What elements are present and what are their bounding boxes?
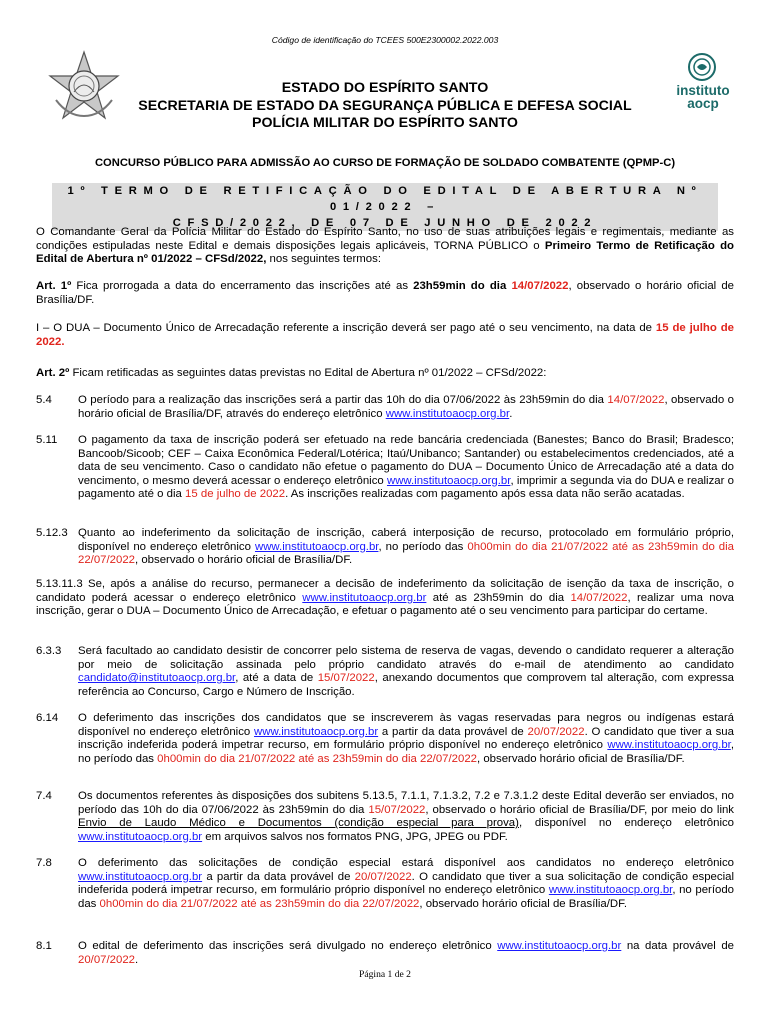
website-link[interactable]: www.institutoaocp.org.br: [385, 407, 510, 420]
item-text-part: , observado horário oficial de Brasília/DF.: [477, 752, 685, 765]
item-text-part: O deferimento das inscrições dos candidatos que se inscreverem às vagas reservadas para negros ou indígenas estará disponível no endereço eletrônico: [78, 712, 734, 738]
art1-text: Fica prorrogada a data do encerramento das inscrições até as: [71, 280, 414, 292]
item-text-part: . O candidato que tiver a sua inscrição indeferida poderá impetrar recurso, em formulário próprio disponível no endereço eletrônico: [78, 725, 734, 752]
dua-text: I – O DUA – Documento Único de Arrecadação referente a inscrição deverá ser pago até o seu vencimento, na data de: [36, 322, 656, 334]
item-text: [78, 712, 734, 766]
website-link[interactable]: www.institutoaocp.org.br: [254, 540, 379, 553]
item-number: 5.13.11.3: [36, 578, 83, 590]
intro-bold: Primeiro Termo de Retificação do Edital de Abertura nº 01/2022 – CFSd/2022,: [36, 239, 735, 266]
item-text: [78, 857, 734, 911]
art1-label: Art. 1º: [36, 280, 72, 292]
concurso-title: CONCURSO PÚBLICO PARA ADMISSÃO AO CURSO DE FORMAÇÃO DE SOLDADO COMBATENTE (QPMP-C): [94, 157, 676, 169]
red-date: 20/07/2022: [78, 953, 136, 966]
red-date: 0h00min do dia 21/07/2022 até as 23h59min do dia 22/07/2022: [157, 752, 477, 765]
item-text: [78, 394, 734, 421]
website-link[interactable]: www.institutoaocp.org.br: [548, 884, 673, 897]
item-text-part: , realizar uma nova inscrição, gerar o DUA – Documento Único de Arrecadação, e efetuar o pagamento até o seu vencimento para participar do certame.: [36, 591, 734, 618]
logo-line1: instituto: [676, 83, 730, 98]
art1-tail: , observado o horário oficial de Brasília/DF.: [36, 280, 734, 306]
website-link[interactable]: www.institutoaocp.org.br: [254, 725, 379, 738]
item-text-part: . O candidato que tiver a sua solicitação de condição especial indeferida poderá impetrar recurso, em formulário próprio disponível no endereço eletrônico: [78, 870, 734, 897]
item-text: [78, 790, 734, 844]
item-text-part: O período para a realização das inscrições será a partir das 10h do dia 07/06/2022 às 23h59min do dia: [78, 394, 608, 406]
intro-text: O Comandante Geral da Polícia Militar do Estado do Espírito Santo, no uso de suas atribuições legais e regimentais, mediante as condições estipuladas neste Edital e demais disposições legais aplicáveis, TORNA PÚBLICO o: [36, 226, 734, 252]
red-date: 14/07/2022: [607, 394, 665, 406]
item-number: 5.4: [36, 394, 52, 406]
item-text-part: Se, após a análise do recurso, permanecer a decisão de indeferimento da solicitação de isenção da taxa de inscrição, o candidato poderá acessar o endereço eletrônico: [36, 578, 734, 604]
item-text: [78, 645, 734, 699]
retification-line1: 1º TERMO DE RETIFICAÇÃO DO EDITAL DE ABERTURA Nº 01/2022 –: [67, 185, 703, 213]
identification-code: Código de identificação do TCEES 500E2300002.2022.003: [271, 35, 499, 45]
retification-title: [52, 183, 718, 231]
item-number: 6.14: [36, 712, 59, 724]
item-text-part: , observado horário oficial de Brasília/DF.: [419, 897, 628, 910]
item-text-part: a partir da data provável de: [378, 725, 528, 738]
art2-paragraph: [36, 367, 734, 381]
item-text: [78, 434, 734, 502]
header-title-line3: POLÍCIA MILITAR DO ESPÍRITO SANTO: [252, 115, 518, 131]
item-number: 7.8: [36, 857, 52, 869]
intro-tail: nos seguintes termos:: [266, 253, 381, 266]
item-text-part: , observado o horário oficial de Brasília/DF.: [135, 554, 353, 567]
red-date: 0h00min do dia 21/07/2022 até as 23h59min do dia 22/07/2022: [99, 897, 420, 910]
item-text-part: até as 23h59min do dia: [426, 591, 571, 604]
item-text-part: Quanto ao indeferimento da solicitação de inscrição, caberá interposição de recurso, protocolado em formulário próprio, disponível no endereço eletrônico: [78, 527, 734, 553]
item-number: 7.4: [36, 790, 52, 802]
item-text-part: . As inscrições realizadas com pagamento após essa data não serão acatadas.: [285, 488, 685, 501]
aocp-emblem-icon: [664, 52, 742, 82]
website-link[interactable]: www.institutoaocp.org.br: [302, 591, 427, 604]
item-number: 6.3.3: [36, 645, 62, 657]
red-date: 14/07/2022: [570, 591, 628, 604]
red-date: 15/07/2022: [317, 672, 375, 685]
item-text-part: , anexando documentos que comprovem tal alteração, com expressa referência ao Concurso, Cargo e Número de Inscrição.: [78, 672, 735, 698]
dua-date: 15 de julho de 2022.: [36, 322, 735, 348]
laudo-medico-link[interactable]: Envio de Laudo Médico e Documentos (condição especial para prova): [78, 817, 519, 830]
item-text-part: .: [135, 953, 139, 966]
art1-date: 14/07/2022: [511, 280, 569, 292]
item-text-part: O pagamento da taxa de inscrição poderá ser efetuado na rede bancária credenciada (Banestes; Banco do Brasil; Bradesco; Bancoob/Sicoob; CEF – Caixa Econômica Federal/Lotérica; Itaú/Unibanco; Santander) ou estabelecimentos credenciados, até a data de seu vencimento. Caso o candidato não efetue o pagamento do DUA – Documento Único de Arrecadação até a data do vencimento, o mesmo deverá acessar o endereço eletrônico: [78, 434, 734, 487]
item-text-part: O edital de deferimento das inscrições será divulgado no endereço eletrônico: [78, 940, 498, 952]
item-text-part: O deferimento das solicitações de condição especial estará disponível aos candidatos no endereço eletrônico: [78, 857, 734, 869]
art1-paragraph: [36, 280, 734, 307]
logo-line2: aocp: [687, 96, 719, 111]
red-date: 0h00min do dia 21/07/2022 até as 23h59min do dia 22/07/2022: [78, 540, 735, 567]
website-link[interactable]: www.institutoaocp.org.br: [78, 830, 203, 843]
item-text-part: , até a data de: [235, 672, 318, 685]
item-text-part: , no período das: [78, 739, 734, 765]
website-link[interactable]: www.institutoaocp.org.br: [386, 474, 511, 487]
item-number: 8.1: [36, 940, 52, 952]
item-text-part: Será facultado ao candidato desistir de concorrer pelo sistema de reserva de vagas, devendo o candidato requerer a alteração por meio de solicitação assinada pelo próprio candidato através do e-mail de atendimento ao candidato: [78, 645, 734, 671]
red-date: 15/07/2022: [368, 803, 426, 816]
item-text-part: , imprimir a segunda via do DUA e realizar o pagamento até o dia: [78, 474, 734, 501]
item-text-part: , observado o horário oficial de Brasília/DF, por meio do link: [425, 803, 734, 816]
item-text-part: a partir da data provável de: [202, 870, 355, 883]
email-link[interactable]: candidato@institutoaocp.org.br: [78, 672, 236, 685]
item-text-part: , no período das: [378, 540, 468, 553]
item-text-part: na data provável de: [621, 940, 734, 952]
item-text-part: Os documentos referentes às disposições dos subitens 5.13.5, 7.1.1, 7.1.3.2, 7.2 e 7.3.1.2 deste Edital deverão ser enviados, no período das 10h do dia 07/06/2022 às 23h59min do dia: [78, 790, 734, 816]
website-link[interactable]: www.institutoaocp.org.br: [78, 870, 203, 883]
page-number: Página 1 de 2: [359, 969, 411, 980]
item-text-part: , no período das: [78, 884, 735, 910]
art2-text: Ficam retificadas as seguintes datas previstas no Edital de Abertura nº 01/2022 – CFSd/2022:: [69, 367, 547, 379]
dua-paragraph: [36, 322, 734, 349]
art2-label: Art. 2º: [36, 367, 70, 379]
art1-time: 23h59min do dia: [413, 280, 512, 292]
item-number: 5.11: [36, 434, 58, 446]
item-text-part: em arquivos salvos nos formatos PNG, JPG, JPEG ou PDF.: [202, 830, 508, 843]
item-text: [78, 527, 734, 568]
item-text-part: , observado o horário oficial de Brasília/DF, através do endereço eletrônico: [78, 394, 734, 420]
header-title: [0, 80, 770, 133]
red-date: 15 de julho de 2022: [185, 488, 286, 501]
intro-paragraph: [36, 226, 734, 267]
item-text-part: , disponível no endereço eletrônico: [518, 817, 735, 830]
item-text: [36, 578, 734, 619]
red-date: 20/07/2022: [354, 870, 412, 883]
website-link[interactable]: www.institutoaocp.org.br: [607, 739, 731, 752]
red-date: 20/07/2022: [527, 725, 585, 738]
retification-line2: CFSD/2022, DE 07 DE JUNHO DE 2022: [172, 217, 598, 229]
item-text: [78, 940, 734, 967]
website-link[interactable]: www.institutoaocp.org.br: [497, 940, 622, 952]
item-number: 5.12.3: [36, 527, 68, 539]
header-title-line2: SECRETARIA DE ESTADO DA SEGURANÇA PÚBLICA E DEFESA SOCIAL: [138, 97, 632, 114]
header-title-line1: ESTADO DO ESPÍRITO SANTO: [281, 80, 489, 96]
item-text-part: .: [509, 407, 513, 420]
